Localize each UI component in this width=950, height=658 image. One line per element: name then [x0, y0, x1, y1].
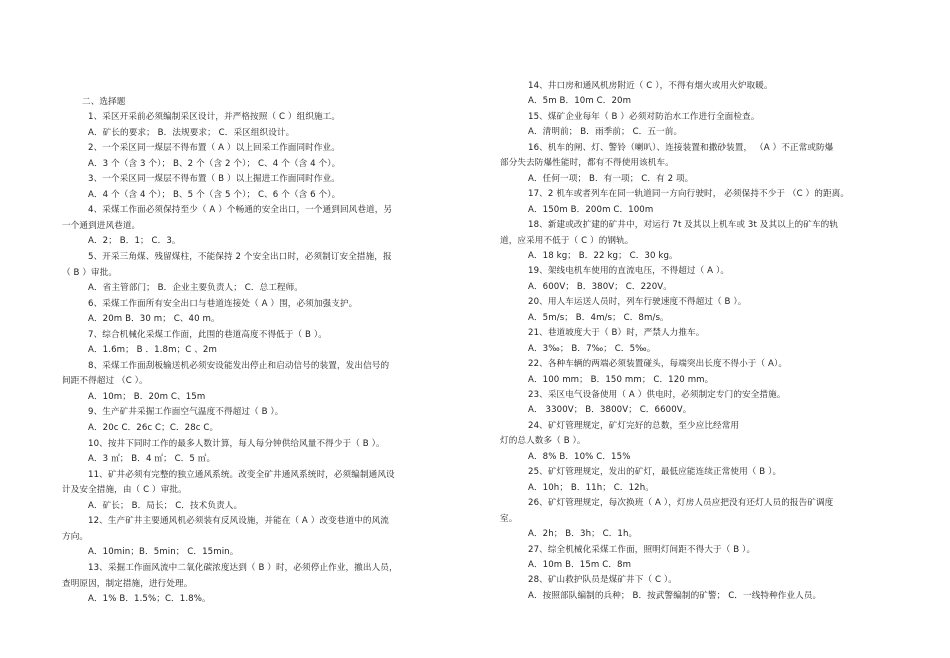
right-line: A．10m B．15m C．8m — [528, 559, 632, 570]
right-line: 17、2 机车或者列车在同一轨道同一方向行驶时， 必须保持不少于 （C ）的距离。 — [528, 189, 850, 200]
right-line: A．10h； B．11h； C．12h。 — [528, 482, 654, 493]
right-line: 21、巷道坡度大于（ B）时，严禁人力推车。 — [528, 328, 705, 339]
right-line: 室。 — [500, 513, 518, 524]
left-line: 方向。 — [62, 531, 89, 542]
right-line: 道，应采用不低于（ C ）的钢轨。 — [500, 235, 634, 246]
right-line: 14、井口房和通风机房附近（ C ），不得有烟火或用火炉取暖。 — [528, 81, 773, 91]
right-line: 25、矿灯管理规定，发出的矿灯，最低应能连续正常使用（ B ）。 — [528, 467, 782, 478]
right-line: A．8% B．10% C．15% — [528, 451, 631, 462]
right-line: A．5m B．10m C．20m — [528, 96, 632, 107]
left-line: 2、一个采区同一煤层不得布置（ A ）以上回采工作面同时作业。 — [88, 143, 340, 154]
left-line: A．省主管部门； B．企业主要负责人； C．总工程师。 — [88, 283, 304, 294]
right-line: 24、矿灯管理规定，矿灯完好的总数，至少应比经常用 — [528, 420, 740, 431]
left-line: 计及安全措施，由（ C ）审批。 — [62, 485, 187, 496]
left-line: A．1.6m； B ．1.8m；C 、2m — [88, 345, 217, 356]
right-line: 26、矿灯管理规定，每次换班（ A ），灯房人员应把没有还灯人员的报告矿调度 — [528, 498, 834, 509]
left-line: 4、采煤工作面必须保持至少（ A ）个畅通的安全出口，一个通到回风巷道，另 — [88, 205, 393, 216]
left-line: 9、生产矿井采掘工作面空气温度不得超过（ B ）。 — [88, 407, 284, 418]
left-line: A．矿长； B．局长； C．技术负责人。 — [88, 500, 243, 511]
right-line: A．5m/s； B．4m/s； C．8m/s。 — [528, 312, 669, 323]
left-line: 间距不得超过 （C ）。 — [62, 376, 148, 387]
right-line: 20、用人车运送人员时，列车行驶速度不得超过（ B ）。 — [528, 297, 747, 308]
right-line: A．150m B．200m C．100m — [528, 204, 654, 215]
right-line: 16、机车的闸、灯、警铃（喇叭）、连接装置和撒砂装置， （A ）不正常或防爆 — [528, 142, 834, 153]
right-line: A．清明前； B．雨季前； C．五一前。 — [528, 127, 683, 138]
left-line: 1、采区开采前必须编制采区设计，并严格按照（ C ）组织施工。 — [88, 112, 341, 122]
left-line: A．10min；B．5min； C．15min。 — [88, 547, 239, 558]
left-line: A．4 个（含 4 个）； B、5 个（含 5 个）； C、6 个（含 6 个）。 — [88, 189, 341, 200]
section-title: 二、选择题 — [82, 97, 126, 107]
right-line: A．600V； B．380V； C．220V。 — [528, 281, 672, 292]
left-line: A．1% B．1.5%；C．1.8%。 — [88, 594, 211, 605]
left-line: A．矿长的要求； B．法规要求； C．采区组织设计。 — [88, 127, 295, 138]
right-line: 19、架线电机车使用的直流电压，不得超过（ A ）。 — [528, 266, 730, 277]
left-line: （ B ）审批。 — [62, 267, 118, 278]
left-line: 12、生产矿井主要通风机必须装有反风设施，并能在（ A ）改变巷道中的风流 — [88, 516, 389, 527]
left-line: 7、综合机械化采煤工作面，此围的巷道高度不得低于（ B ）。 — [88, 329, 327, 340]
left-line: 查明原因，制定措施，进行处理。 — [62, 578, 193, 589]
left-line: A．3 个（含 3 个）； B、2 个（含 2 个）； C、4 个（含 4 个）。 — [88, 158, 341, 169]
right-line: A．2h； B．3h； C．1h。 — [528, 529, 638, 540]
left-line: 6、采煤工作面所有安全出口与巷道连接处（ A ）围，必须加强支护。 — [88, 298, 358, 309]
left-line: 一个通到进风巷道。 — [62, 220, 141, 231]
right-line: A．按照部队编制的兵种； B．按武警编制的矿警； C．一线特种作业人员。 — [528, 590, 822, 601]
left-line: 11、矿井必须有完整的独立通风系统。改变全矿井通风系统时，必须编制通风设 — [88, 469, 395, 480]
left-line: 10、按井下同时工作的最多人数计算，每人每分钟供给风量不得少于（ B ）。 — [88, 438, 385, 449]
left-line: A．20c C．26c C；C．28c C。 — [88, 423, 219, 433]
right-line: 部分失去防爆性能时，都有不得使用该机车。 — [500, 158, 674, 169]
left-line: 8、采煤工作面刮板输送机必须安设能发出停止和启动信号的装置，发出信号的 — [88, 360, 390, 371]
right-line: 22、各种车辆的两端必须装置碰头，每端突出长度不得小于（ A）。 — [528, 359, 788, 370]
left-line: A．2； B．1； C．3。 — [88, 236, 181, 247]
right-line: 23、采区电气设备使用（ A ）供电时，必须制定专门的安全措施。 — [528, 390, 786, 400]
right-line: A．任何一项； B．有一项； C．有 2 项。 — [528, 173, 694, 184]
left-line: 13、采掘工作面风流中二氧化碳浓度达到（ B ）时，必须停止作业，撤出人员， — [88, 562, 398, 573]
right-line: A．18 kg； B．22 kg； C．30 kg。 — [528, 250, 678, 261]
left-line: A．20m B．30 m； C、40 m。 — [88, 314, 220, 325]
right-line: A． 3300V； B．3800V； C．6600V。 — [528, 405, 692, 416]
right-line: A．3‰； B．7‰； C．5‰。 — [528, 343, 656, 354]
right-line: 灯的总人数多（ B ）。 — [500, 436, 586, 447]
right-line: 15、煤矿企业每年（ B ）必须对防治水工作进行全面检查。 — [528, 111, 760, 122]
left-line: 5、开采三角煤、残留煤柱，不能保持 2 个安全出口时，必须制订安全措施，报 — [88, 251, 392, 262]
left-line: 3、一个采区同一煤层不得布置（ B ）以上掘进工作面同时作业。 — [88, 174, 340, 185]
right-line: 18、新建或改扩建的矿井中，对运行 7t 及其以上机车或 3t 及其以上的矿车的轨 — [528, 220, 839, 231]
right-line: 28、矿山救护队员是煤矿井下（ C ）。 — [528, 575, 678, 586]
left-line: A．10m； B．20m C、15m — [88, 391, 206, 402]
right-line: A．100 mm； B．150 mm； C．120 mm。 — [528, 374, 714, 385]
right-line: 27、综全机械化采煤工作面，照明灯间距不得大于（ B ）。 — [528, 544, 756, 555]
left-line: A．3 ㎡； B．4 ㎡； C．5 ㎡。 — [88, 454, 216, 465]
